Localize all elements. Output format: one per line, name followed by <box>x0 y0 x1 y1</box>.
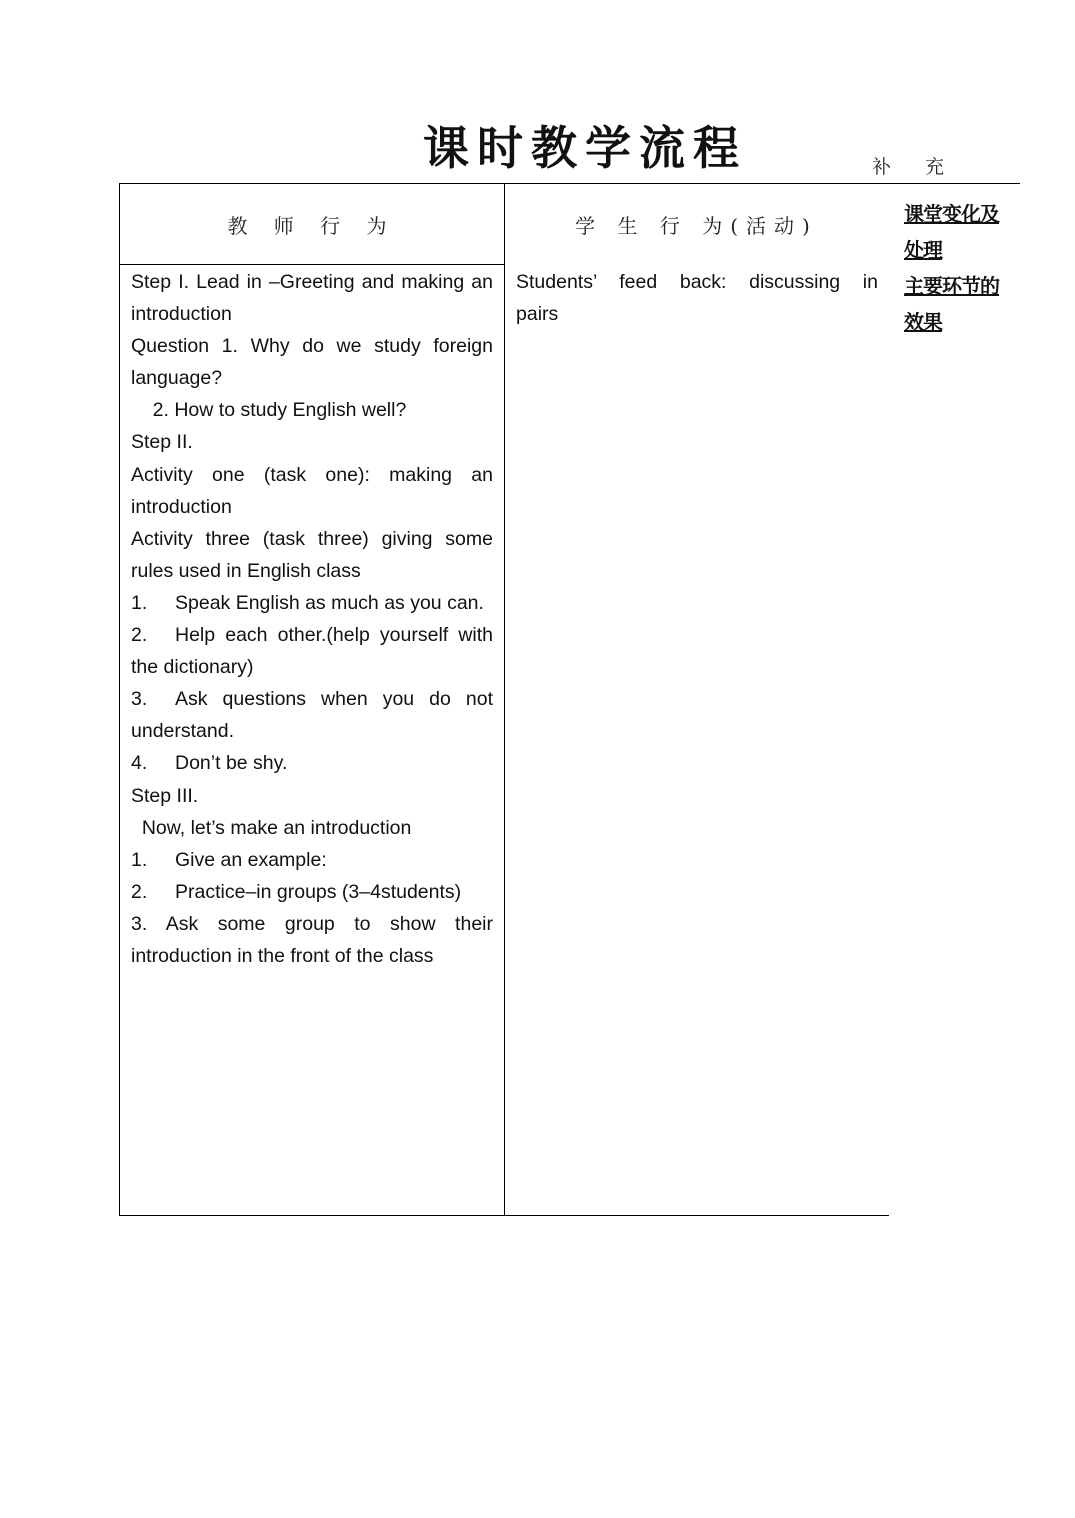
text-line: Step III. <box>131 784 199 807</box>
text-line: Activity three (task three) giving some <box>131 527 493 550</box>
list-text: Don’t be shy. <box>175 752 288 775</box>
text-line: Activity one (task one): making an <box>131 463 493 486</box>
supplement-rule <box>888 183 1020 184</box>
list-text: Help each other.(help yourself with <box>175 624 493 647</box>
teacher-behavior-cell <box>131 266 493 972</box>
list-number: 1. <box>131 848 148 871</box>
text-line: the dictionary) <box>131 656 254 679</box>
list-item <box>131 619 493 651</box>
text-line: 3. Ask some group to show their <box>131 912 493 935</box>
text-line: Step I. Lead in –Greeting and making an <box>131 271 493 293</box>
list-number: 1. <box>131 591 148 614</box>
page-title: 课时教学流程 <box>423 121 747 175</box>
list-text: Practice–in groups (3–4students) <box>175 880 462 903</box>
text-line: understand. <box>131 720 234 743</box>
list-number: 2. <box>131 880 148 903</box>
text-line: introduction in the front of the class <box>131 944 434 967</box>
text-line: Students’ feed back: discussing in <box>516 271 878 293</box>
list-item <box>131 876 493 908</box>
column-divider <box>504 183 505 1216</box>
text-line: rules used in English class <box>131 559 361 582</box>
text-line: Step II. <box>131 431 193 454</box>
side-note-line-1: 课堂变化及处理 <box>904 202 999 262</box>
list-item <box>131 844 493 876</box>
list-number: 3. <box>131 688 148 711</box>
text-line: language? <box>131 367 223 390</box>
student-behavior-cell <box>516 266 878 330</box>
text-line: introduction <box>131 303 232 326</box>
list-item <box>131 587 493 619</box>
student-behavior-header: 学 生 行 为(活动) <box>575 213 818 238</box>
list-item <box>131 683 493 715</box>
text-line: 2. How to study English well? <box>131 399 407 422</box>
list-text: Speak English as much as you can. <box>175 591 484 614</box>
list-text: Ask questions when you do not <box>175 688 493 711</box>
supplement-label: 补 充 <box>872 156 959 178</box>
text-line: Now, let’s make an introduction <box>131 816 412 839</box>
teacher-behavior-header: 教 师 行 为 <box>227 213 397 238</box>
list-text: Give an example: <box>175 848 327 871</box>
list-item <box>131 747 493 779</box>
list-number: 4. <box>131 752 148 775</box>
text-line: Question 1. Why do we study foreign <box>131 335 493 358</box>
side-note-line-2: 主要环节的效果 <box>904 274 999 334</box>
header-divider <box>119 264 505 265</box>
list-number: 2. <box>131 624 148 647</box>
side-note <box>904 196 1016 340</box>
text-line: pairs <box>516 303 559 326</box>
text-line: introduction <box>131 495 232 518</box>
